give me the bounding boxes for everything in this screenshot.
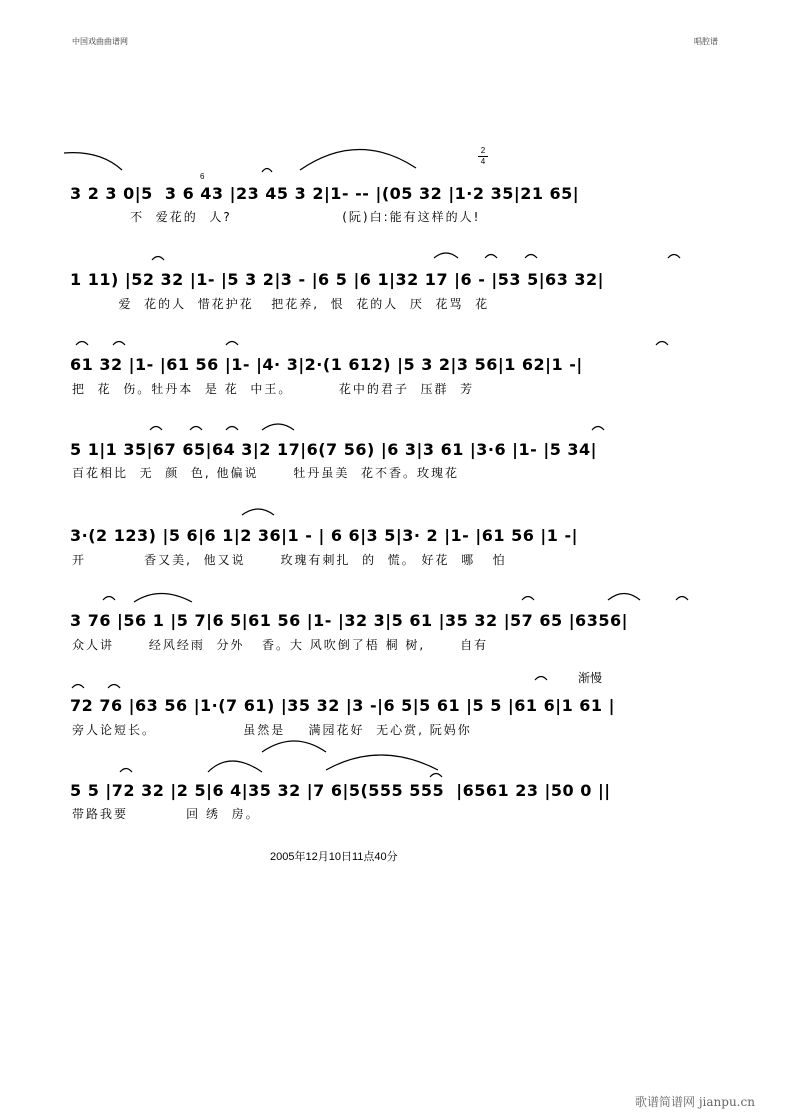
site-header-left: 中国戏曲曲谱网 (72, 37, 128, 46)
slur (656, 342, 668, 346)
slur (242, 509, 274, 515)
tempo-marking: 渐慢 (578, 671, 603, 685)
lyrics-line-7: 旁人论短长。 虽然是 满园花好 无心赏, 阮妈你 (72, 723, 472, 737)
slur (150, 427, 162, 431)
slur (226, 342, 238, 346)
score-type-header: 唱腔谱 (694, 37, 718, 46)
grace-note-mark: 6 (200, 172, 205, 181)
slur (485, 255, 497, 259)
slur (668, 255, 680, 259)
slur (108, 685, 120, 689)
slur (113, 342, 125, 346)
slur (134, 594, 192, 603)
notation-line-8: 5 5 |72 32 |2 5|6 4|35 32 |7 6|5(555 555 |6561 23 |50 0 || (70, 781, 611, 800)
slur (152, 257, 164, 261)
slur (608, 594, 640, 601)
slur (434, 253, 458, 258)
slur (226, 427, 238, 431)
slur (592, 427, 604, 431)
slur (208, 761, 262, 772)
lyrics-line-3: 把 花 伤。牡丹本 是 花 中王。 花中的君子 压群 芳 (72, 382, 475, 396)
slur (76, 342, 88, 346)
slur (525, 255, 537, 259)
notation-line-7: 72 76 |63 56 |1·(7 61) |35 32 |3 -|6 5|5 61 |5 5 |61 6|1 61 | (70, 696, 615, 715)
notation-line-5: 3·(2 123) |5 6|6 1|2 36|1 - | 6 6|3 5|3· 2 |1- |61 56 |1 -| (70, 526, 578, 545)
watermark: 歌谱简谱网 jianpu.cn (635, 1095, 755, 1109)
slur (64, 153, 122, 170)
slur (262, 424, 294, 430)
notation-line-1: 3 2 3 0|5 3 6 43 |23 45 3 2|1- -- |(05 32 |1·2 35|21 65| (70, 184, 580, 203)
time-signature-bottom: 4 (478, 156, 488, 167)
slur (190, 427, 202, 431)
slur (535, 677, 547, 681)
lyrics-line-2: 爱 花的人 惜花护花 把花养, 恨 花的人 厌 花骂 花 (72, 297, 490, 311)
lyrics-line-6: 众人讲 经风经雨 分外 香。大 风吹倒了梧 桐 树, 自有 (72, 638, 489, 652)
slur (120, 769, 132, 773)
notation-line-4: 5 1|1 35|67 65|64 3|2 17|6(7 56) |6 3|3 61 |3·6 |1- |5 34| (70, 440, 598, 459)
time-signature-top: 2 (480, 146, 486, 155)
slur (262, 169, 272, 173)
slur (676, 597, 688, 601)
notation-line-2: 1 11) |52 32 |1- |5 3 2|3 - |6 5 |6 1|32 17 |6 - |53 5|63 32| (70, 270, 604, 289)
slur (72, 685, 84, 689)
notation-line-6: 3 76 |56 1 |5 7|6 5|61 56 |1- |32 3|5 61 |35 32 |57 65 |6356| (70, 611, 628, 630)
slur (300, 149, 416, 170)
lyrics-line-5: 开 香又美, 他又说 玫瑰有刺扎 的 慌。 好花 哪 怕 (72, 553, 507, 567)
lyrics-line-8: 带路我要 回 绣 房。 (72, 807, 260, 821)
slur (522, 597, 534, 601)
slur (103, 597, 115, 601)
lyrics-line-4: 百花相比 无 颜 色, 他偏说 牡丹虽美 花不香。玫瑰花 (72, 466, 460, 480)
slur (430, 774, 442, 778)
slur (262, 741, 326, 752)
notation-line-3: 61 32 |1- |61 56 |1- |4· 3|2·(1 612) |5 3 2|3 56|1 62|1 -| (70, 355, 583, 374)
lyrics-line-1: 不 爱花的 人? (阮)白:能有这样的人! (72, 210, 481, 224)
date-stamp: 2005年12月10日11点40分 (270, 851, 398, 863)
slur (326, 755, 438, 770)
